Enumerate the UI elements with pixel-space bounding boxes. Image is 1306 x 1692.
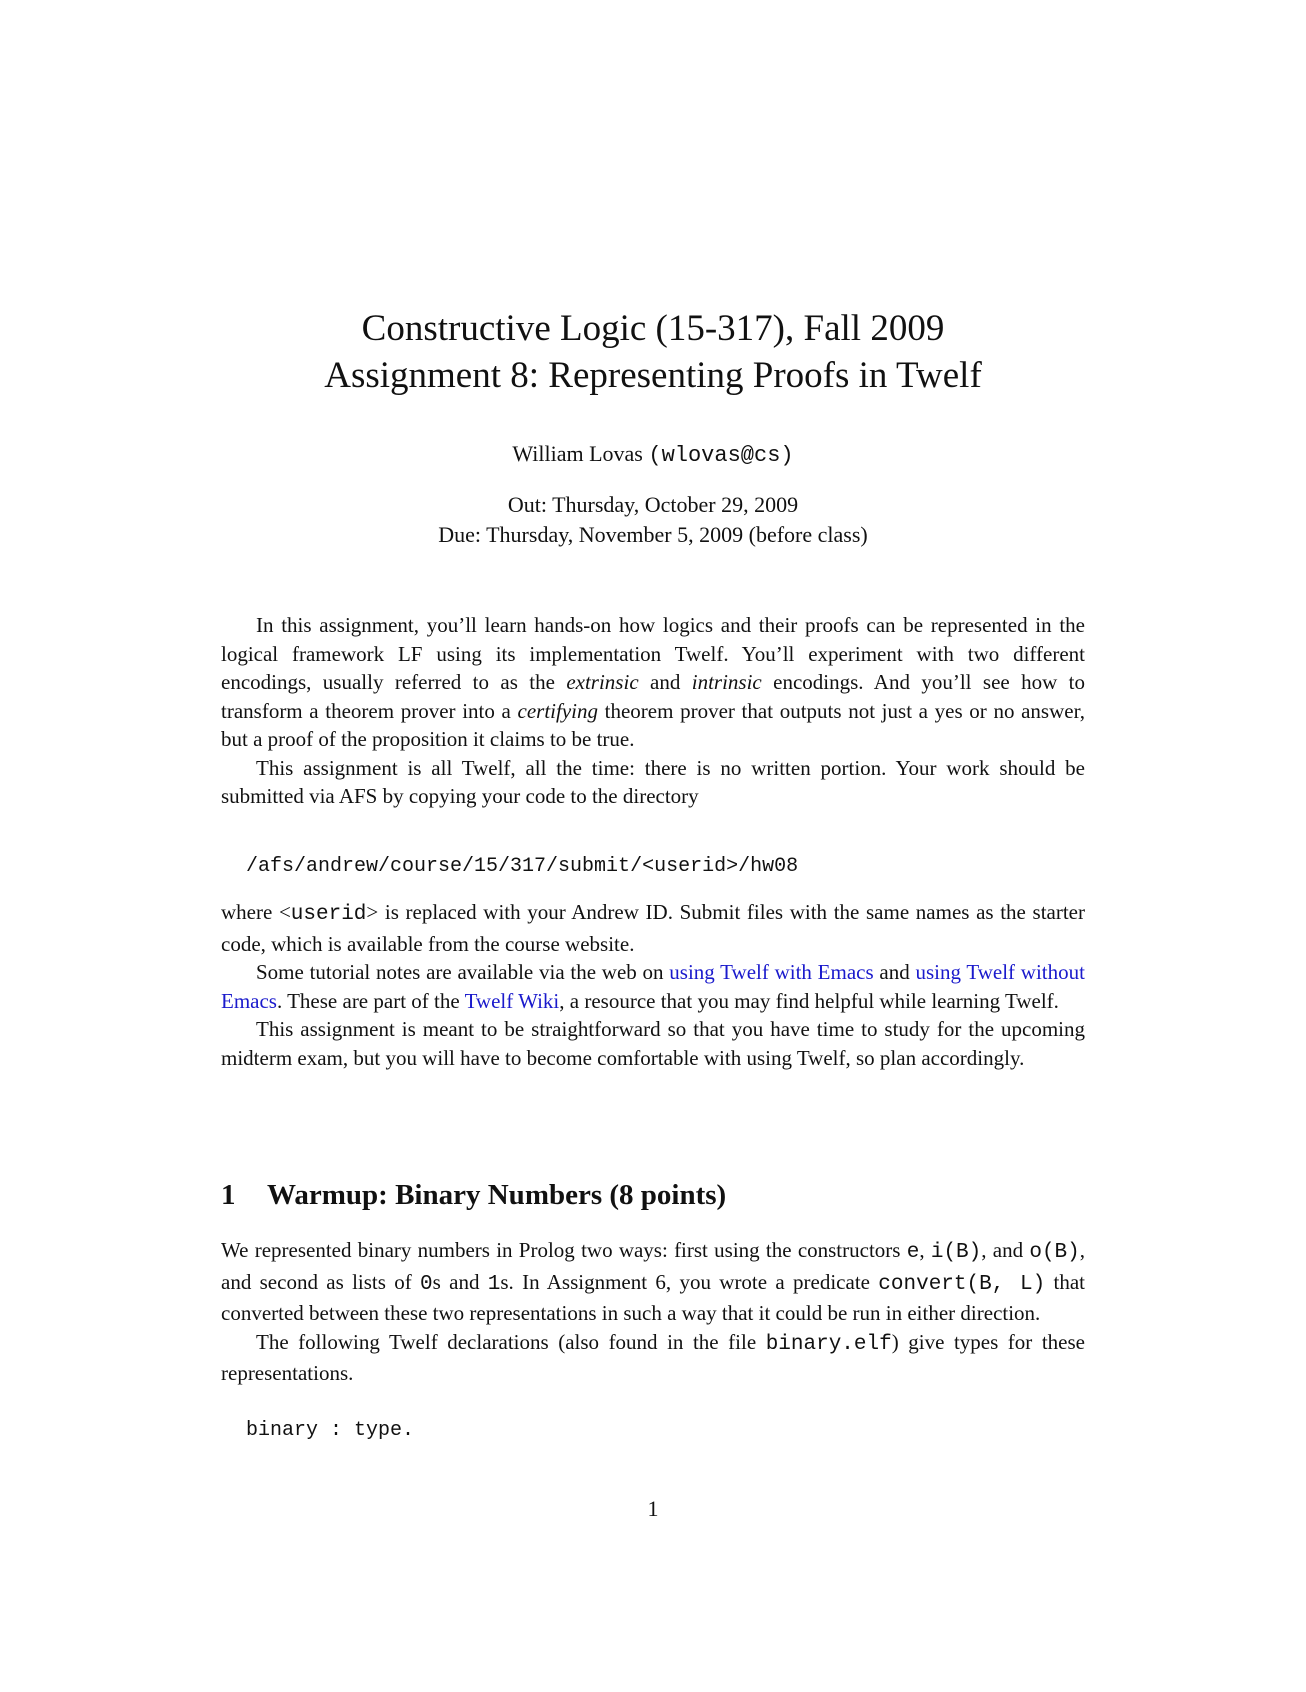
code-oB: o(B): [1029, 1241, 1080, 1264]
intro-block: [221, 611, 1085, 811]
text-run: and: [873, 960, 916, 984]
userid-code: userid: [290, 903, 367, 926]
text-run: We represented binary numbers in Prolog two ways: first using the constructors: [221, 1238, 907, 1262]
text-run: that converted between these two representations in such a way that it could be run in either direction.: [221, 1269, 1085, 1325]
text-run: , a resource that you may find helpful while learning Twelf.: [559, 988, 1059, 1013]
text-run: s and: [432, 1269, 488, 1294]
intro-paragraph-4: [221, 958, 1085, 1015]
emphasis-certifying: certifying: [517, 698, 598, 723]
link-twelf-with-emacs[interactable]: using Twelf with Emacs: [669, 960, 874, 984]
intro-paragraph-1: [221, 611, 1085, 754]
text-run: encodings. And you’ll see how to transform a theorem prover into a: [221, 670, 1085, 723]
text-run: Some tutorial notes are available via the web on: [256, 960, 670, 984]
submit-path-code: /afs/andrew/course/15/317/submit/<userid>/hw08: [246, 855, 799, 878]
text-run: where <: [221, 900, 291, 924]
text-run: . These are part of the: [276, 988, 465, 1013]
code-zero: 0: [420, 1272, 433, 1296]
code-one: 1: [487, 1272, 501, 1296]
author-email: (wlovas@cs): [648, 443, 794, 468]
text-run: > is replaced with your Andrew ID. Submit files with the same names as the starter code, which is available from the course website.: [221, 900, 1085, 956]
text-run: In this assignment, you’ll learn hands-on how logics and their proofs can be represented in the logical framework LF using its implementation Twelf. You’ll experiment with two different encodings, usually referred to as the: [221, 613, 1085, 694]
text-run: and: [638, 670, 692, 694]
link-twelf-wiki[interactable]: Twelf Wiki: [464, 988, 560, 1013]
dates-block: [0, 490, 1306, 550]
page-number: 1: [647, 1496, 659, 1521]
code-e: e: [906, 1241, 920, 1264]
due-date: Due: Thursday, November 5, 2009 (before class): [438, 522, 868, 547]
section1-paragraph-2: [221, 1328, 1085, 1388]
title-line-2: Assignment 8: Representing Proofs in Twelf: [324, 355, 982, 396]
author-name: William Lovas: [512, 441, 643, 466]
text-run: , and: [981, 1238, 1030, 1262]
section1-paragraph-1: [221, 1236, 1085, 1328]
intro-paragraph-3: [221, 898, 1085, 958]
text-run: The following Twelf declarations (also found in the file: [256, 1329, 766, 1354]
out-date: Out: Thursday, October 29, 2009: [507, 492, 799, 517]
document-title: [0, 305, 1306, 399]
code-filename: binary.elf: [765, 1332, 892, 1356]
section1-body: [221, 1236, 1085, 1388]
text-run: ) give types for these representations.: [221, 1329, 1085, 1385]
code-binary-type: binary : type.: [246, 1419, 415, 1442]
section-title: Warmup: Binary Numbers (8 points): [267, 1179, 727, 1211]
intro-block-2: [221, 898, 1085, 1072]
text-run: , and second as lists of: [221, 1238, 1086, 1294]
text-run: s. In Assignment 6, you wrote a predicate: [500, 1269, 879, 1294]
section-number: 1: [221, 1179, 236, 1211]
intro-paragraph-5: This assignment is meant to be straightforward so that you have time to study for the upcoming midterm exam, but you will have to become comfortable with using Twelf, so plan accordingly.: [221, 1017, 1085, 1070]
emphasis-extrinsic: extrinsic: [566, 670, 639, 694]
text-run: ,: [919, 1238, 931, 1262]
intro-paragraph-2: This assignment is all Twelf, all the time: there is no written portion. Your work should be submitted via AFS by copying your code to the directory: [221, 755, 1085, 808]
code-iB: i(B): [930, 1241, 982, 1264]
code-convert: convert(B, L): [878, 1272, 1046, 1296]
title-line-1: Constructive Logic (15-317), Fall 2009: [361, 308, 945, 349]
section-heading: [221, 1177, 726, 1213]
text-run: theorem prover that outputs not just a yes or no answer, but a proof of the proposition it claims to be true.: [221, 698, 1085, 751]
emphasis-intrinsic: intrinsic: [691, 670, 762, 694]
author-line: [0, 440, 1306, 470]
link-twelf-without-emacs[interactable]: using Twelf without Emacs: [221, 960, 1085, 1013]
